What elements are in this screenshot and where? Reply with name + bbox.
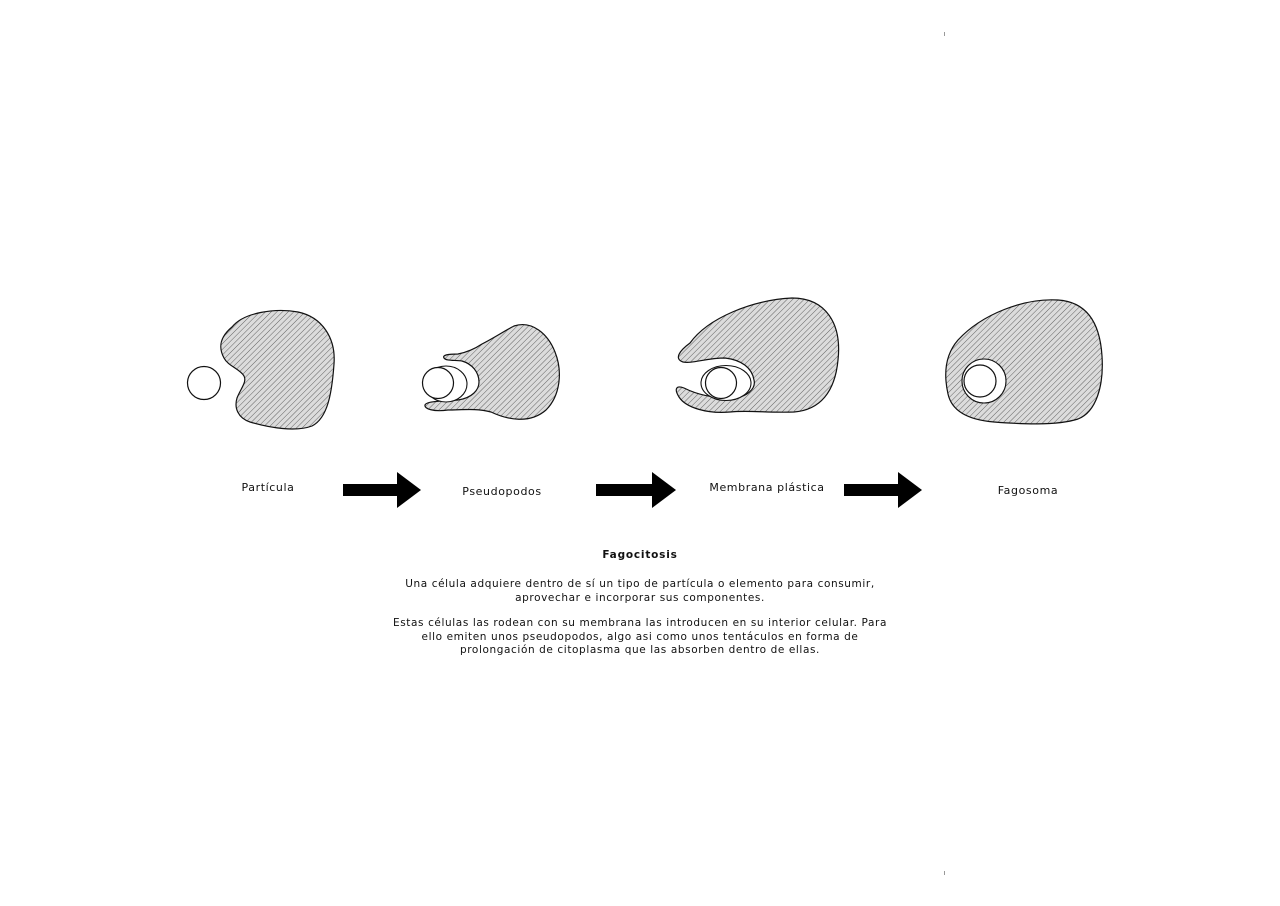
cell-body-stage-4 xyxy=(946,300,1103,424)
arrow-2 xyxy=(596,472,676,508)
arrow-3 xyxy=(844,472,922,508)
stage-fagosoma-figure xyxy=(946,300,1103,424)
arrow-3-head xyxy=(898,472,922,508)
arrow-1-shaft xyxy=(343,484,397,496)
stage-particula-figure xyxy=(188,311,335,429)
stage-pseudopodos-figure xyxy=(423,325,560,420)
arrow-3-shaft xyxy=(844,484,898,496)
cell-body-stage-3 xyxy=(676,298,838,412)
stage-label-pseudopodos: Pseudopodos xyxy=(462,485,542,498)
stage-label-fagosoma: Fagosoma xyxy=(997,484,1059,497)
caption-paragraph-2: Estas células las rodean con su membrana las introducen en su interior celular. Para ello emiten unos pseudopodos, algo asi como unos tentáculos en forma de prolongación de citoplasma que las absorben dentro de ellas. xyxy=(393,617,887,657)
particle-stage-4 xyxy=(964,365,996,397)
arrow-1-head xyxy=(397,472,421,508)
stage-label-membrana: Membrana plástica xyxy=(709,481,825,494)
crop-mark-top xyxy=(944,32,945,36)
arrow-2-shaft xyxy=(596,484,652,496)
crop-mark-bottom xyxy=(944,871,945,875)
arrow-2-head xyxy=(652,472,676,508)
caption-title: Fagocitosis xyxy=(602,549,678,561)
arrow-1 xyxy=(343,472,421,508)
particle-stage-3 xyxy=(706,368,737,399)
particle-stage-2 xyxy=(423,368,454,399)
particle-stage-1 xyxy=(188,367,221,400)
stage-membrana-figure xyxy=(676,298,838,412)
caption-paragraph-1: Una célula adquiere dentro de sí un tipo de partícula o elemento para consumir, aprovechar e incorporar sus componentes. xyxy=(405,578,875,604)
cell-body-stage-1 xyxy=(221,311,334,429)
stage-label-particula: Partícula xyxy=(241,481,295,494)
caption-block xyxy=(340,549,940,670)
